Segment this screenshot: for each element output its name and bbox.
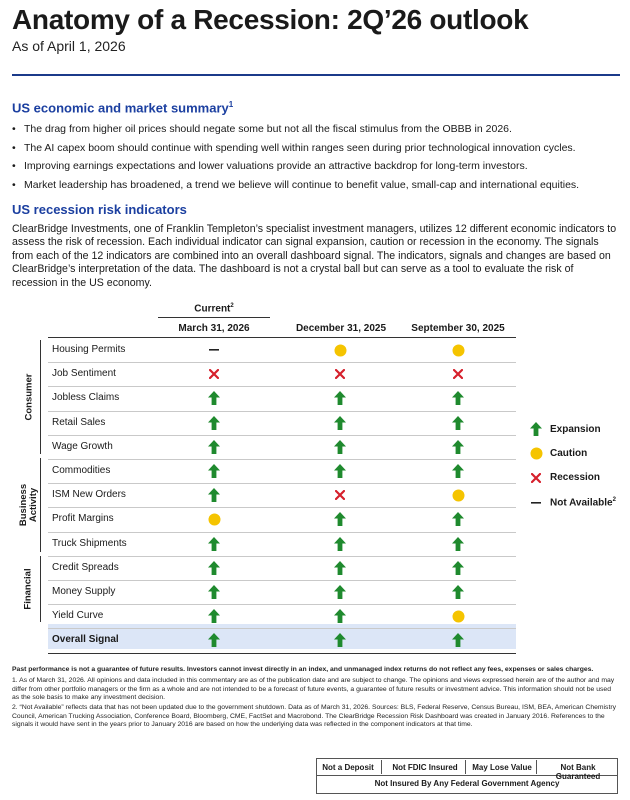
expansion-arrow-icon: [207, 416, 221, 430]
indicator-label: Credit Spreads: [52, 561, 119, 573]
expansion-arrow-icon: [333, 416, 347, 430]
indicator-label: Wage Growth: [52, 440, 113, 452]
expansion-arrow-icon: [333, 537, 347, 551]
expansion-arrow-icon: [207, 464, 221, 478]
expansion-arrow-icon: [207, 488, 221, 502]
footnote-1: 1. As of March 31, 2026. All opinions and data included in this commentary are as of the publication date and are subject to change. The opinions and views expressed herein are of the author and may differ from other portfolio managers or the firm as a whole and are not intended to be a forecast of future events, a guarantee of future results or investment advice. This information should not be used as the sole basis to make any investment decision.: [12, 677, 615, 702]
legend-caution: [528, 447, 587, 460]
disclaimer-sep: [536, 760, 537, 774]
expansion-arrow-icon: [333, 440, 347, 454]
expansion-arrow-icon: [333, 585, 347, 599]
expansion-arrow-icon: [333, 609, 347, 623]
expansion-arrow-icon: [207, 609, 221, 623]
caution-dot-icon: [207, 512, 221, 526]
indicator-label: Commodities: [52, 465, 111, 476]
risk-paragraph: ClearBridge Investments, one of Franklin Templeton’s specialist investment managers, utilizes 12 different economic indicators to assess the risk of recession. Each individual indicator can signal expansion, caution or recession in the economy. The signals from each of the 12 indicators are combined into an overall dashboard signal. The indicators, signals and changes are based on ClearBridge’s interpretation of the data. The dashboard is not a crystal ball but can serve as a tool to evaluate the risk of recession in the US economy.: [12, 223, 617, 289]
legend-expansion-label: Expansion: [550, 423, 601, 435]
expansion-arrow-icon: [207, 537, 221, 551]
column-header: December 31, 2025: [295, 323, 387, 334]
row-divider: [48, 580, 516, 581]
disclaimer-item: Not Bank Guaranteed: [555, 763, 601, 781]
recession-x-icon: [333, 367, 347, 381]
indicator-label: ISM New Orders: [52, 489, 126, 501]
group-bar: [40, 556, 41, 622]
expansion-arrow-icon: [333, 391, 347, 405]
expansion-arrow-icon: [207, 391, 221, 405]
current-label-sup: 2: [230, 303, 234, 309]
caution-dot-icon: [528, 447, 544, 460]
indicator-label: Yield Curve: [52, 610, 104, 622]
as-of-date: As of April 1, 2026: [12, 38, 126, 54]
current-label-text: Current: [194, 303, 231, 315]
current-underline: [158, 317, 270, 318]
indicator-label: Truck Shipments: [52, 537, 127, 549]
expansion-arrow-icon: [207, 585, 221, 599]
recession-x-icon: [528, 473, 544, 483]
indicator-label: Profit Margins: [52, 513, 114, 525]
footnote-2: 2. “Not Available” reflects data that has not been updated due to the government shutdown. Data as of March 31, 2026. Sources: BLS, Federal Reserve, Census Bureau, ISM, BEA, American Chemistry Council, American Trucking Association, Conference Board, Bloomberg, CME, FactSet and Macrobond. The ClearBridge Recession Risk Dashboard was created in January 2016. References to the signals it would have sent in the years prior to January 2016 are based on how the underlying data was reflected in the component indicators at that time.: [12, 704, 616, 729]
expansion-arrow-icon: [333, 561, 347, 575]
expansion-arrow-icon: [451, 585, 465, 599]
legend-not-available: [528, 497, 616, 508]
expansion-arrow-icon: [451, 440, 465, 454]
row-divider: [48, 362, 516, 363]
caution-dot-icon: [333, 343, 347, 357]
expansion-arrow-icon: [333, 633, 347, 647]
legend-expansion: [528, 422, 601, 436]
legend-recession-label: Recession: [550, 472, 601, 483]
group-label-financial: Financial: [23, 568, 34, 610]
summary-bullet: • The drag from higher oil prices should negate some but not all the fiscal stimulus from the OBBB in 2026.: [12, 122, 618, 137]
row-divider: [48, 604, 516, 605]
expansion-arrow-icon: [528, 422, 544, 436]
page-title: Anatomy of a Recession: 2Q’26 outlook: [12, 4, 529, 35]
legend-recession: [528, 472, 600, 483]
expansion-arrow-icon: [207, 440, 221, 454]
expansion-arrow-icon: [207, 633, 221, 647]
risk-heading: US recession risk indicators: [12, 202, 187, 217]
expansion-arrow-icon: [207, 561, 221, 575]
footnote-performance: Past performance is not a guarantee of future results. Investors cannot invest directly in an index, and unmanaged index returns do not reflect any fees, expenses or sales charges.: [12, 666, 594, 673]
expansion-arrow-icon: [333, 464, 347, 478]
disclaimer-item: Not FDIC Insured: [392, 763, 458, 772]
disclaimer-bottom: Not Insured By Any Federal Government Agency: [374, 779, 560, 788]
indicator-label: Overall Signal: [52, 634, 119, 646]
caution-dot-icon: [451, 609, 465, 623]
row-divider: [48, 411, 516, 412]
expansion-arrow-icon: [333, 512, 347, 526]
not-available-dash-icon: [528, 501, 544, 505]
row-divider: [48, 386, 516, 387]
expansion-arrow-icon: [451, 633, 465, 647]
row-divider: [48, 556, 516, 557]
current-label: [158, 303, 270, 314]
group-bar: [40, 458, 41, 552]
row-divider: [48, 459, 516, 460]
summary-bullet: • Improving earnings expectations and lower valuations provide an attractive backdrop for long-term investors.: [12, 159, 618, 174]
disclaimer-sep: [465, 760, 466, 774]
header-rule: [48, 337, 516, 338]
legend-na-label: Not Available$^2$: [550, 497, 616, 509]
summary-bullet: • The AI capex boom should continue with spending well within ranges seen during prior technological innovation cycles.: [12, 141, 618, 156]
indicator-label: Jobless Claims: [52, 392, 120, 404]
summary-bullet: • Market leadership has broadened, a trend we believe will continue to benefit value, small-cap and international equities.: [12, 178, 618, 193]
indicator-label: Money Supply: [52, 586, 116, 597]
row-divider: [48, 532, 516, 533]
expansion-arrow-icon: [451, 464, 465, 478]
expansion-arrow-icon: [451, 561, 465, 575]
indicator-label: Job Sentiment: [52, 368, 116, 380]
expansion-arrow-icon: [451, 537, 465, 551]
indicator-label: Retail Sales: [52, 416, 106, 428]
summary-heading-text: US economic and market summary: [12, 100, 229, 116]
row-divider: [48, 628, 516, 629]
disclaimer-sep: [381, 760, 382, 774]
group-bar: [40, 340, 41, 454]
column-header: September 30, 2025: [411, 323, 505, 334]
disclaimer-item: Not a Deposit: [322, 763, 374, 772]
row-divider: [48, 483, 516, 484]
group-label-business-activity: Business Activity: [18, 483, 39, 527]
caution-dot-icon: [451, 343, 465, 357]
row-divider: [48, 507, 516, 508]
not-available-dash-icon: [207, 343, 221, 357]
indicator-label: Housing Permits: [52, 344, 126, 355]
caution-dot-icon: [451, 488, 465, 502]
recession-x-icon: [207, 367, 221, 381]
summary-heading-sup: 1: [228, 100, 234, 109]
disclaimer-item: May Lose Value: [472, 763, 532, 772]
expansion-arrow-icon: [451, 391, 465, 405]
expansion-arrow-icon: [451, 512, 465, 526]
recession-x-icon: [333, 488, 347, 502]
expansion-arrow-icon: [451, 416, 465, 430]
legend-caution-label: Caution: [550, 448, 588, 459]
recession-x-icon: [451, 367, 465, 381]
row-divider: [48, 653, 516, 654]
row-divider: [48, 435, 516, 436]
group-label-consumer: Consumer: [23, 373, 35, 421]
column-header: March 31, 2026: [178, 323, 250, 334]
